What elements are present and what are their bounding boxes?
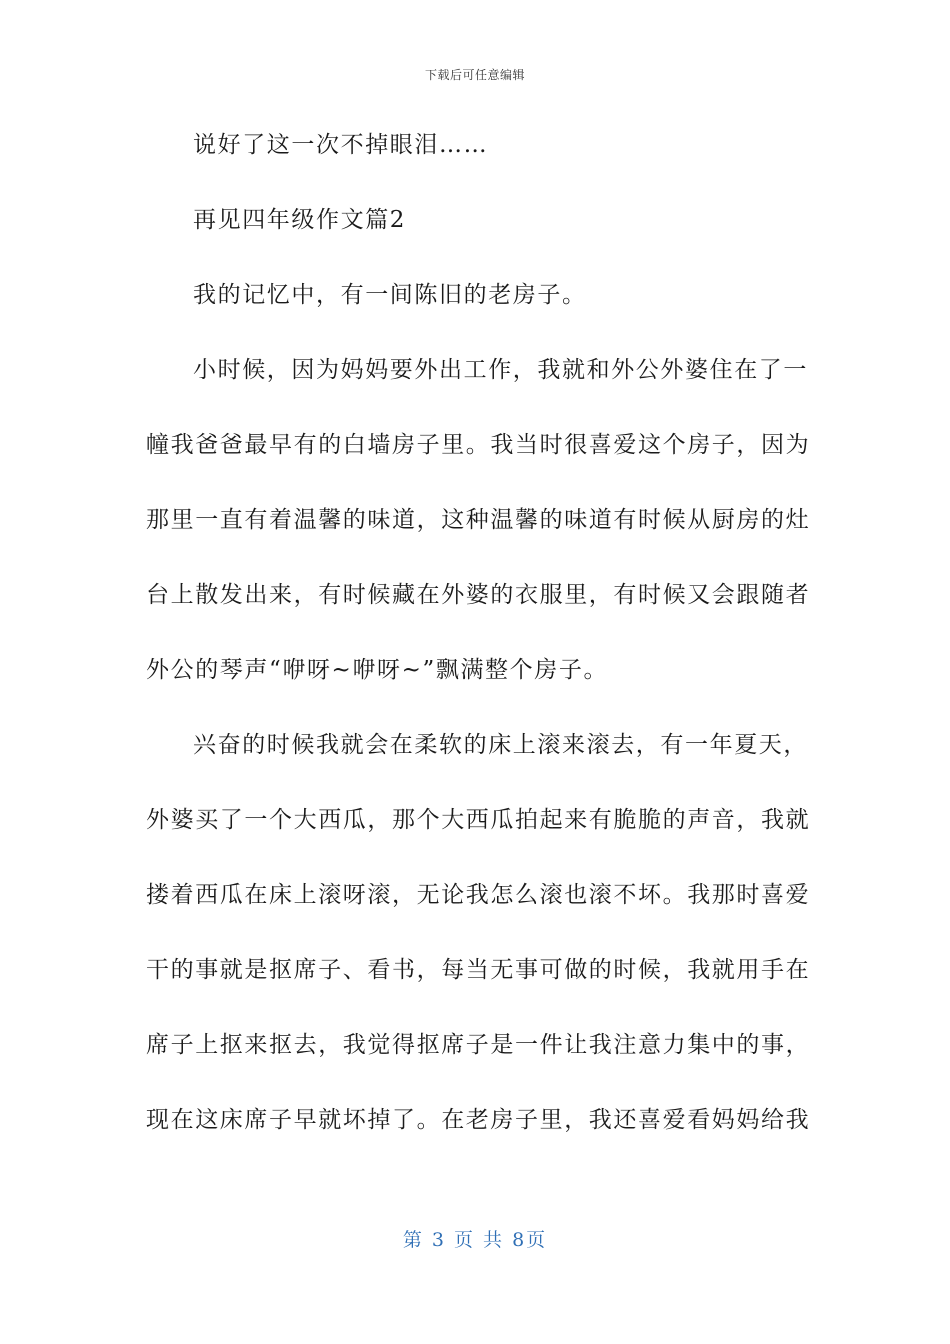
text-line: 那里一直有着温馨的味道，这种温馨的味道有时候从厨房的灶 <box>146 507 811 533</box>
text-line: 幢我爸爸最早有的白墙房子里。我当时很喜爱这个房子，因为 <box>146 432 811 458</box>
page-number-footer: 第 3 页 共 8页 <box>402 1229 548 1251</box>
text-line: 兴奋的时候我就会在柔软的床上滚来滚去，有一年夏天， <box>193 732 808 758</box>
text-line: 外公的琴声“咿呀~咿呀~”飘满整个房子。 <box>146 657 609 683</box>
text-line: 外婆买了一个大西瓜，那个大西瓜拍起来有脆脆的声音，我就 <box>146 807 811 833</box>
text-line: 搂着西瓜在床上滚呀滚，无论我怎么滚也滚不坏。我那时喜爱 <box>146 882 811 908</box>
text-line: 小时候，因为妈妈要外出工作，我就和外公外婆住在了一 <box>193 357 808 383</box>
text-line: 席子上抠来抠去，我觉得抠席子是一件让我注意力集中的事， <box>146 1032 811 1058</box>
page-header: 下载后可任意编辑 <box>424 68 525 82</box>
text-line: 现在这床席子早就坏掉了。在老房子里，我还喜爱看妈妈给我 <box>146 1107 811 1133</box>
text-line: 干的事就是抠席子、看书，每当无事可做的时候，我就用手在 <box>146 957 811 983</box>
text-line: 说好了这一次不掉眼泪…… <box>193 132 489 158</box>
section-heading: 再见四年级作文篇2 <box>193 207 407 233</box>
document-body <box>146 124 811 1174</box>
text-line: 台上散发出来，有时候藏在外婆的衣服里，有时候又会跟随者 <box>146 582 811 608</box>
text-line: 我的记忆中，有一间陈旧的老房子。 <box>193 282 587 308</box>
